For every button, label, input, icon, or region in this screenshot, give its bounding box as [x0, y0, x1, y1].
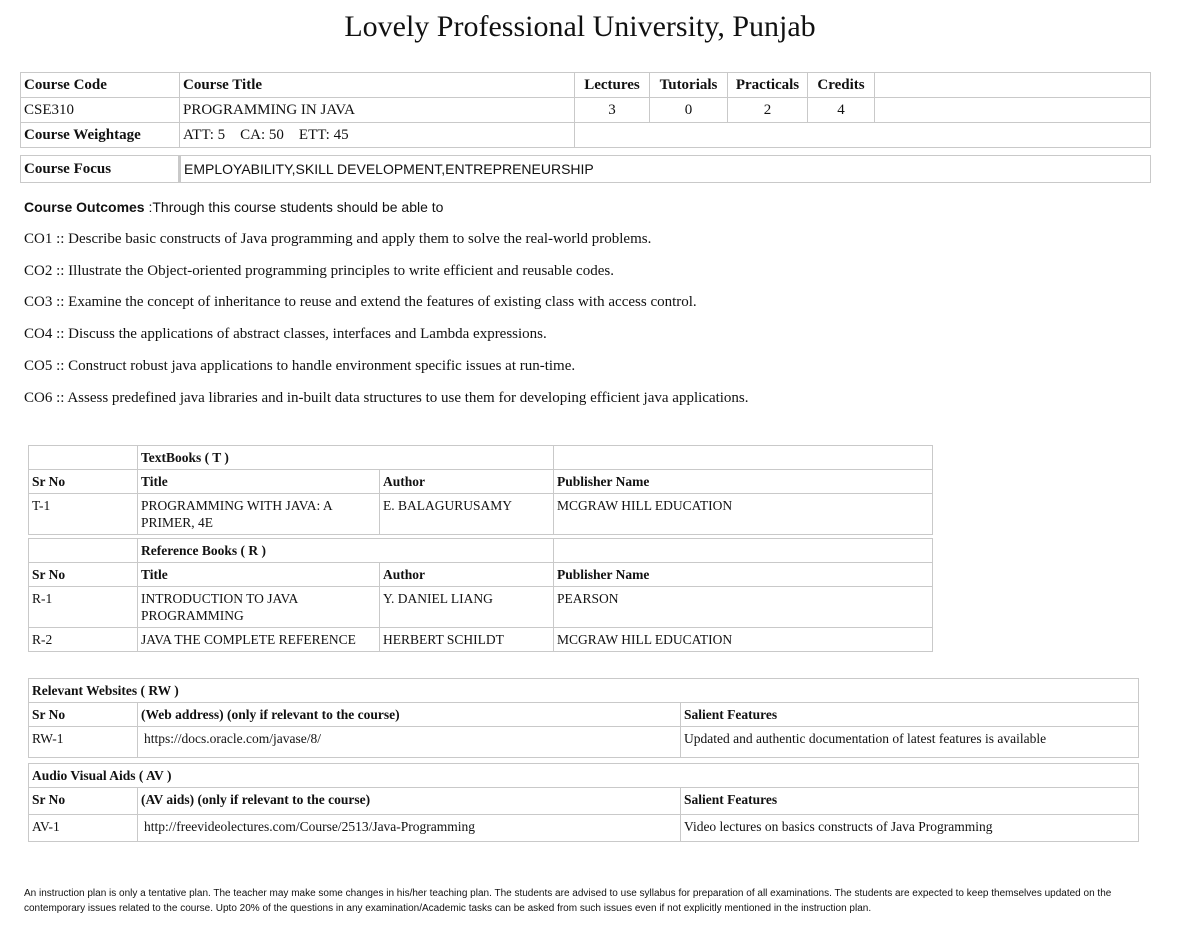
practicals-value: 2 [728, 98, 808, 123]
tb-sr: T-1 [29, 494, 138, 535]
footer-note: An instruction plan is only a tentative plan. The teacher may make some changes in his/her teaching plan. The students are advised to use syllabus for preparation of all examinations. The students are expected to keep themselves updated on the contemporary issues related to the course. Upto 20% of the questions in any examination/Academic tasks can be asked from such issues even if not explicitly mentioned in the instruction plan. [24, 888, 1112, 914]
table-row [29, 727, 1139, 758]
tb-title: PROGRAMMING WITH JAVA: A PRIMER, 4E [138, 494, 380, 535]
ref-author: HERBERT SCHILDT [380, 628, 554, 652]
rw-col-sr: Sr No [29, 703, 138, 727]
tb-col-publisher: Publisher Name [554, 470, 933, 494]
references-heading: Reference Books ( R ) [138, 539, 554, 563]
tutorials-header: Tutorials [650, 73, 728, 98]
table-row [29, 494, 933, 535]
credits-value: 4 [808, 98, 875, 123]
websites-table [28, 678, 1139, 758]
ref-col-sr: Sr No [29, 563, 138, 587]
av-link[interactable]: http://freevideolectures.com/Course/2513/Java-Programming [138, 815, 681, 842]
rw-col-feat: Salient Features [681, 703, 1139, 727]
tb-col-title: Title [138, 470, 380, 494]
outcome-co1: CO1 :: Describe basic constructs of Java programming and apply them to solve the real-world problems. [24, 231, 652, 247]
outcome-co3: CO3 :: Examine the concept of inheritance to reuse and extend the features of existing class with access control. [24, 294, 697, 310]
rw-feature: Updated and authentic documentation of latest features is available [681, 727, 1139, 758]
outcomes-intro: :Through this course students should be able to [144, 199, 444, 215]
outcomes-intro-line [24, 199, 443, 215]
ref-publisher: MCGRAW HILL EDUCATION [554, 628, 933, 652]
rw-col-addr: (Web address) (only if relevant to the course) [138, 703, 681, 727]
av-sr: AV-1 [29, 815, 138, 842]
tutorials-value: 0 [650, 98, 728, 123]
ref-publisher: PEARSON [554, 587, 933, 628]
websites-heading: Relevant Websites ( RW ) [29, 679, 1139, 703]
av-table [28, 763, 1139, 842]
references-table [28, 538, 933, 652]
tb-author: E. BALAGURUSAMY [380, 494, 554, 535]
outcome-co5: CO5 :: Construct robust java applications to handle environment specific issues at run-time. [24, 358, 576, 374]
course-code-header: Course Code [21, 73, 180, 98]
tb-col-author: Author [380, 470, 554, 494]
course-table [20, 72, 1151, 148]
course-title-header: Course Title [180, 73, 575, 98]
ref-title: INTRODUCTION TO JAVA PROGRAMMING [138, 587, 380, 628]
practicals-header: Practicals [728, 73, 808, 98]
av-feature: Video lectures on basics constructs of Java Programming [681, 815, 1139, 842]
ref-col-title: Title [138, 563, 380, 587]
weightage-value: ATT: 5 CA: 50 ETT: 45 [180, 123, 575, 148]
focus-value: EMPLOYABILITY,SKILL DEVELOPMENT,ENTREPRENEURSHIP [180, 156, 1151, 183]
focus-label: Course Focus [21, 156, 180, 183]
ref-col-author: Author [380, 563, 554, 587]
ref-sr: R-1 [29, 587, 138, 628]
tb-col-sr: Sr No [29, 470, 138, 494]
outcomes-heading: Course Outcomes [24, 199, 145, 215]
textbooks-heading: TextBooks ( T ) [138, 446, 554, 470]
ref-col-publisher: Publisher Name [554, 563, 933, 587]
lectures-value: 3 [575, 98, 650, 123]
course-code: CSE310 [21, 98, 180, 123]
rw-link[interactable]: https://docs.oracle.com/javase/8/ [138, 727, 681, 758]
av-col-feat: Salient Features [681, 788, 1139, 815]
table-row [29, 587, 933, 628]
outcome-co6: CO6 :: Assess predefined java libraries and in-built data structures to use them for developing efficient java applications. [24, 390, 749, 406]
table-row [29, 628, 933, 652]
course-title: PROGRAMMING IN JAVA [180, 98, 575, 123]
weightage-label: Course Weightage [21, 123, 180, 148]
av-col-addr: (AV aids) (only if relevant to the course) [138, 788, 681, 815]
lectures-header: Lectures [575, 73, 650, 98]
table-row [29, 815, 1139, 842]
tb-publisher: MCGRAW HILL EDUCATION [554, 494, 933, 535]
av-heading: Audio Visual Aids ( AV ) [29, 764, 1139, 788]
outcome-co2: CO2 :: Illustrate the Object-oriented programming principles to write efficient and reusable codes. [24, 263, 614, 279]
page-title: Lovely Professional University, Punjab [344, 10, 816, 43]
ref-title: JAVA THE COMPLETE REFERENCE [138, 628, 380, 652]
av-col-sr: Sr No [29, 788, 138, 815]
textbooks-table [28, 445, 933, 535]
credits-header: Credits [808, 73, 875, 98]
course-focus-table [20, 155, 1151, 183]
rw-sr: RW-1 [29, 727, 138, 758]
outcome-co4: CO4 :: Discuss the applications of abstract classes, interfaces and Lambda expressions. [24, 326, 547, 342]
ref-author: Y. DANIEL LIANG [380, 587, 554, 628]
ref-sr: R-2 [29, 628, 138, 652]
